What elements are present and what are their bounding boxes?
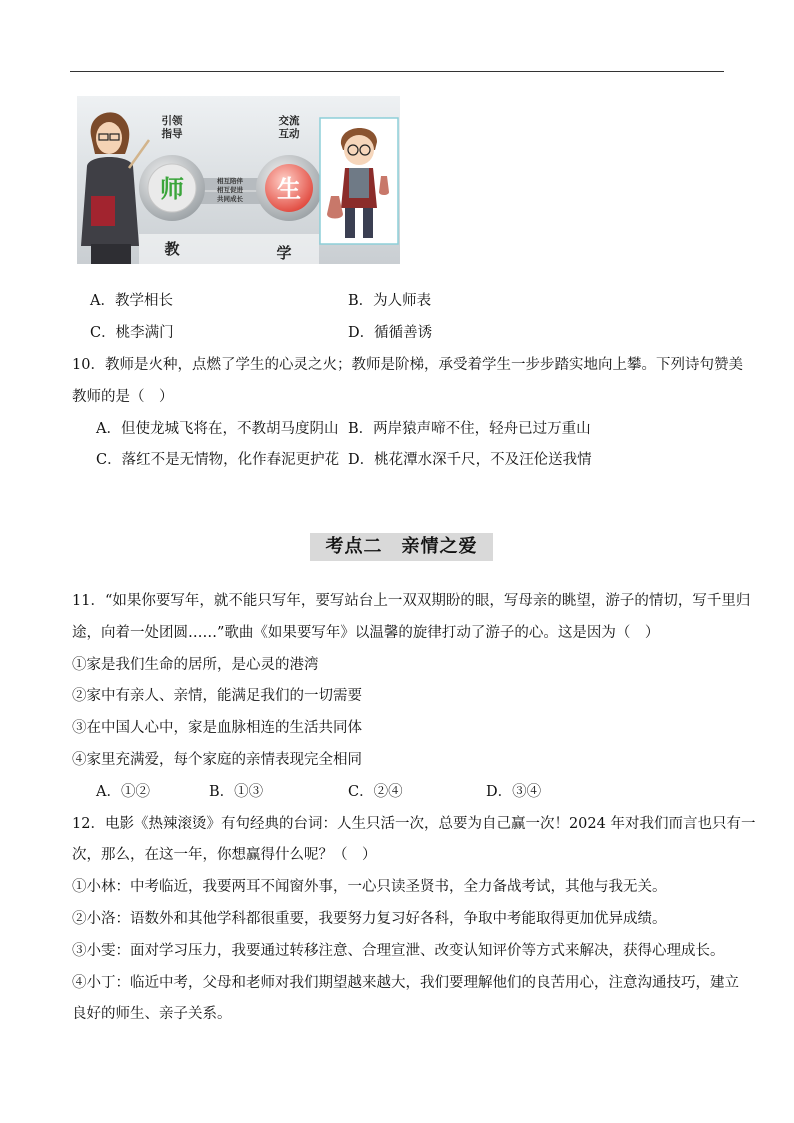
student-char: 生 xyxy=(277,175,301,203)
q12-statement-3: ③小雯：面对学习压力，我要通过转移注意、合理宣泄、改变认知评价等方式来解决，获得心理成长。 xyxy=(72,943,725,959)
q12-statement-2: ②小洛：语数外和其他学科都很重要，我要努力复习好各科，争取中考能取得更加优异成绩。 xyxy=(72,911,667,927)
q12-statement-1: ①小林：中考临近，我要两耳不闻窗外事，一心只读圣贤书，全力备战考试，其他与我无关。 xyxy=(72,879,667,895)
section-heading: 考点二 亲情之爱 xyxy=(310,533,493,561)
q10-option-a: A．但使龙城飞将在，不教胡马度阴山 xyxy=(96,421,339,437)
q11-stem-line1: 11．“如果你要写年，就不能只写年，要写站台上一双双期盼的眼，写母亲的眺望，游子的情切，写千里归 xyxy=(72,593,751,609)
q12-stem-line2: 次，那么，在这一年，你想赢得什么呢？（ ） xyxy=(72,847,377,863)
q11-option-a: A．①② xyxy=(96,784,150,800)
q9-option-b: B．为人师表 xyxy=(348,293,432,309)
q10-stem-line2: 教师的是（ ） xyxy=(72,389,174,405)
learn-label: 学 xyxy=(276,244,292,262)
q10-option-d: D．桃花潭水深千尺，不及汪伦送我情 xyxy=(348,452,592,468)
guide-label-line2: 指导 xyxy=(161,128,183,140)
q12-statement-4-line1: ④小丁：临近中考，父母和老师对我们期望越来越大，我们要理解他们的良苦用心，注意沟通技巧，建立 xyxy=(72,975,739,991)
q9-option-d: D．循循善诱 xyxy=(348,325,433,341)
q11-option-b: B．①③ xyxy=(209,784,264,800)
q10-option-c: C．落红不是无情物，化作春泥更护花 xyxy=(96,452,340,468)
q12-statement-4-line2: 良好的师生、亲子关系。 xyxy=(72,1006,232,1022)
teacher-char: 师 xyxy=(160,175,184,203)
q10-option-b: B．两岸猿声啼不住，轻舟已过万重山 xyxy=(348,421,591,437)
q11-statement-1: ①家是我们生命的居所，是心灵的港湾 xyxy=(72,657,319,673)
q12-stem-line1: 12．电影《热辣滚烫》有句经典的台词：人生只活一次，总要为自己赢一次！2024 年对我们而言也只有一 xyxy=(72,816,756,832)
header-rule xyxy=(70,71,724,72)
middle-text-line1: 相互陪伴 xyxy=(217,177,243,185)
exchange-label-line1: 交流 xyxy=(278,115,300,127)
middle-text-line2: 相互促进 xyxy=(217,186,243,194)
guide-label-line1: 引领 xyxy=(161,115,183,127)
q11-statement-4: ④家里充满爱，每个家庭的亲情表现完全相同 xyxy=(72,752,362,768)
exchange-label-line2: 互动 xyxy=(278,128,300,140)
q11-statement-3: ③在中国人心中，家是血脉相连的生活共同体 xyxy=(72,720,362,736)
middle-text-line3: 共同成长 xyxy=(217,195,243,203)
q9-option-a: A．教学相长 xyxy=(90,293,173,309)
q10-stem-line1: 10．教师是火种，点燃了学生的心灵之火；教师是阶梯，承受着学生一步步踏实地向上攀。下列诗句赞美 xyxy=(72,357,743,373)
q11-option-d: D．③④ xyxy=(486,784,542,800)
q11-stem-line2: 途，向着一处团圆……”歌曲《如果要写年》以温馨的旋律打动了游子的心。这是因为（ ） xyxy=(72,625,660,641)
teacher-student-illustration xyxy=(77,96,400,264)
q11-statement-2: ②家中有亲人、亲情，能满足我们的一切需要 xyxy=(72,688,362,704)
q9-option-c: C．桃李满门 xyxy=(90,325,174,341)
q11-option-c: C．②④ xyxy=(348,784,403,800)
teach-label: 教 xyxy=(164,240,180,258)
